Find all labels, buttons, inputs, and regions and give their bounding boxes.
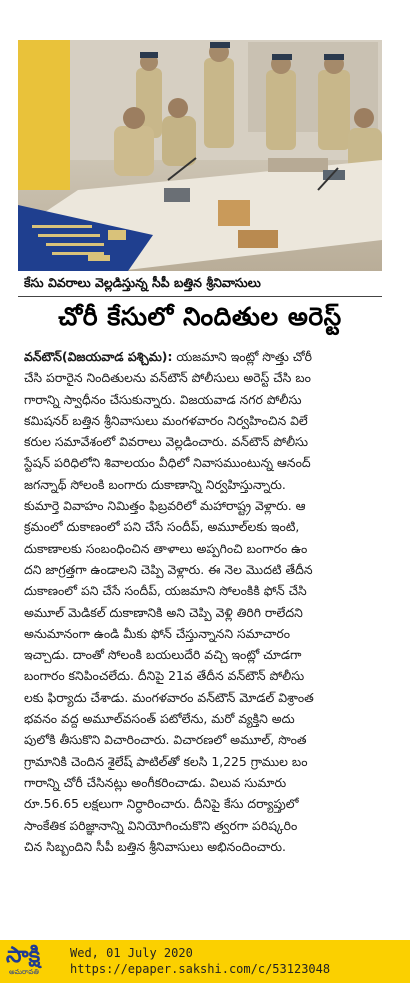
article-line: లకు ఫిర్యాదు చేశాడు. మంగళవారం వన్‌టౌన్‌ మోడల్‌ విశ్రాంత [24,689,314,705]
article-line: గ్రామానికి చెందిన శైలేష్‌ పాటిల్‌తో కలసి 1,225 గ్రాముల బం [24,753,308,769]
logo-text: సాక్షి [6,943,41,968]
article-line: రూ.56.65 లక్షలుగా నిర్ధారించారు. దీనిపై కేసు దర్యాప్తులో [24,796,299,812]
article-body [24,346,384,857]
sakshi-logo[interactable] [6,944,64,980]
article-line: జగన్నాథ్‌ సోలంకి బంగారు దుకాణాన్ని నిర్వహిస్తున్నారు. [24,476,286,492]
edition-date: Wed, 01 July 2020 [70,946,193,960]
article-line: గారాన్ని స్వాధీనం చేసుకున్నారు. విజయవాడ నగర పోలీసు [24,391,302,407]
logo-subtext: అమరావతి [9,968,39,976]
press-meet-illustration [18,40,382,271]
article-line: కరుల సమావేశంలో వివరాలు వెల్లడించారు. వన్‌టౌన్‌ పోలీసు [24,434,309,450]
article-line: దని జాగ్రత్తగా ఉండాలని చెప్పి వెళ్లారు. ఈ నెల మొదటి తేదీన [24,561,313,577]
article-line: సాంకేతిక పరిజ్ఞానాన్ని వినియోగించుకొని త్వరగా పరిష్కరిం [24,817,298,833]
article-line: అమూల్‌ మెడికల్‌ దుకాణానికి అని చెప్పి వెళ్లి తిరిగి రాలేదని [24,604,303,620]
article-line: గారాన్ని చోరీ చేసినట్లు అంగీకరించాడు. విలువ సుమారు [24,774,287,790]
dateline-rest: యజమాని ఇంట్లో సొత్తు చోరీ [172,349,313,364]
epaper-link[interactable]: https://epaper.sakshi.com/c/53123048 [70,962,331,976]
headline: చోరీ కేసులో నిందితుల అరెస్ట్ [58,302,342,331]
article-line: క్రమంలో దుకాణంలో పని చేసే సందీప్‌, అమూల్‌లకు ఇంటి, [24,519,300,535]
article-line: చిన సిబ్బందిని సీపీ బత్తిన శ్రీనివాసులు అభినందించారు. [24,838,286,854]
article-line: అనుమానంగా ఉండి మీకు ఫోన్‌ చేస్తున్నానని సమాచారం [24,625,291,641]
dateline: వన్‌టౌన్‌(విజయవాడ పశ్చిమ): [24,349,173,364]
epaper-footer [0,940,410,983]
article-line: స్టేషన్‌ పరిధిలోని శివాలయం వీధిలో నివాసముంటున్న ఆనంద్‌ [24,455,311,471]
article-line: దుకాణాలకు సంబంధించిన తాళాలు అప్పగించి బంగారం ఉం [24,540,308,556]
article-line: భవనం వద్ద అమూల్‌వసంత్‌ పటోలేను, మరో వ్యక్తిని అదు [24,711,295,727]
article-line: ఇచ్చాడు. దాంతో సోలంకి బయలుదేరి వచ్చి ఇంట్లో చూడగా [24,647,302,663]
caption-divider [18,296,382,297]
news-photo [18,40,382,271]
article-line: చేసి పరారైన నిందితులను వన్‌టౌన్‌ పోలీసులు అరెస్ట్‌ చేసి బం [24,370,311,386]
article-line: పులోకి తీసుకొని విచారించారు. విచారణలో అమూల్‌, సొంత [24,732,307,748]
photo-caption: కేసు వివరాలు వెల్లడిస్తున్న సీపీ బత్తిన శ్రీనివాసులు [24,275,261,290]
article-line: దుకాణంలో పని చేసే సందీప్‌, యజమాని సోలంకికి ఫోన్‌ చేసి [24,583,307,599]
article-line: కుమార్తె వివాహం నిమిత్తం ఫిబ్రవరిలో మహారాష్ట్ర వెళ్లారు. ఆ [24,498,306,514]
article-line: బంగారం కనిపించలేదు. దీనిపై 21వ తేదీన వన్‌టౌన్‌ పోలీసు [24,668,305,684]
article-line [24,346,384,367]
article-line: కమిషనర్‌ బత్తిన శ్రీనివాసులు మంగళవారం నిర్వహించిన విలే [24,412,308,428]
